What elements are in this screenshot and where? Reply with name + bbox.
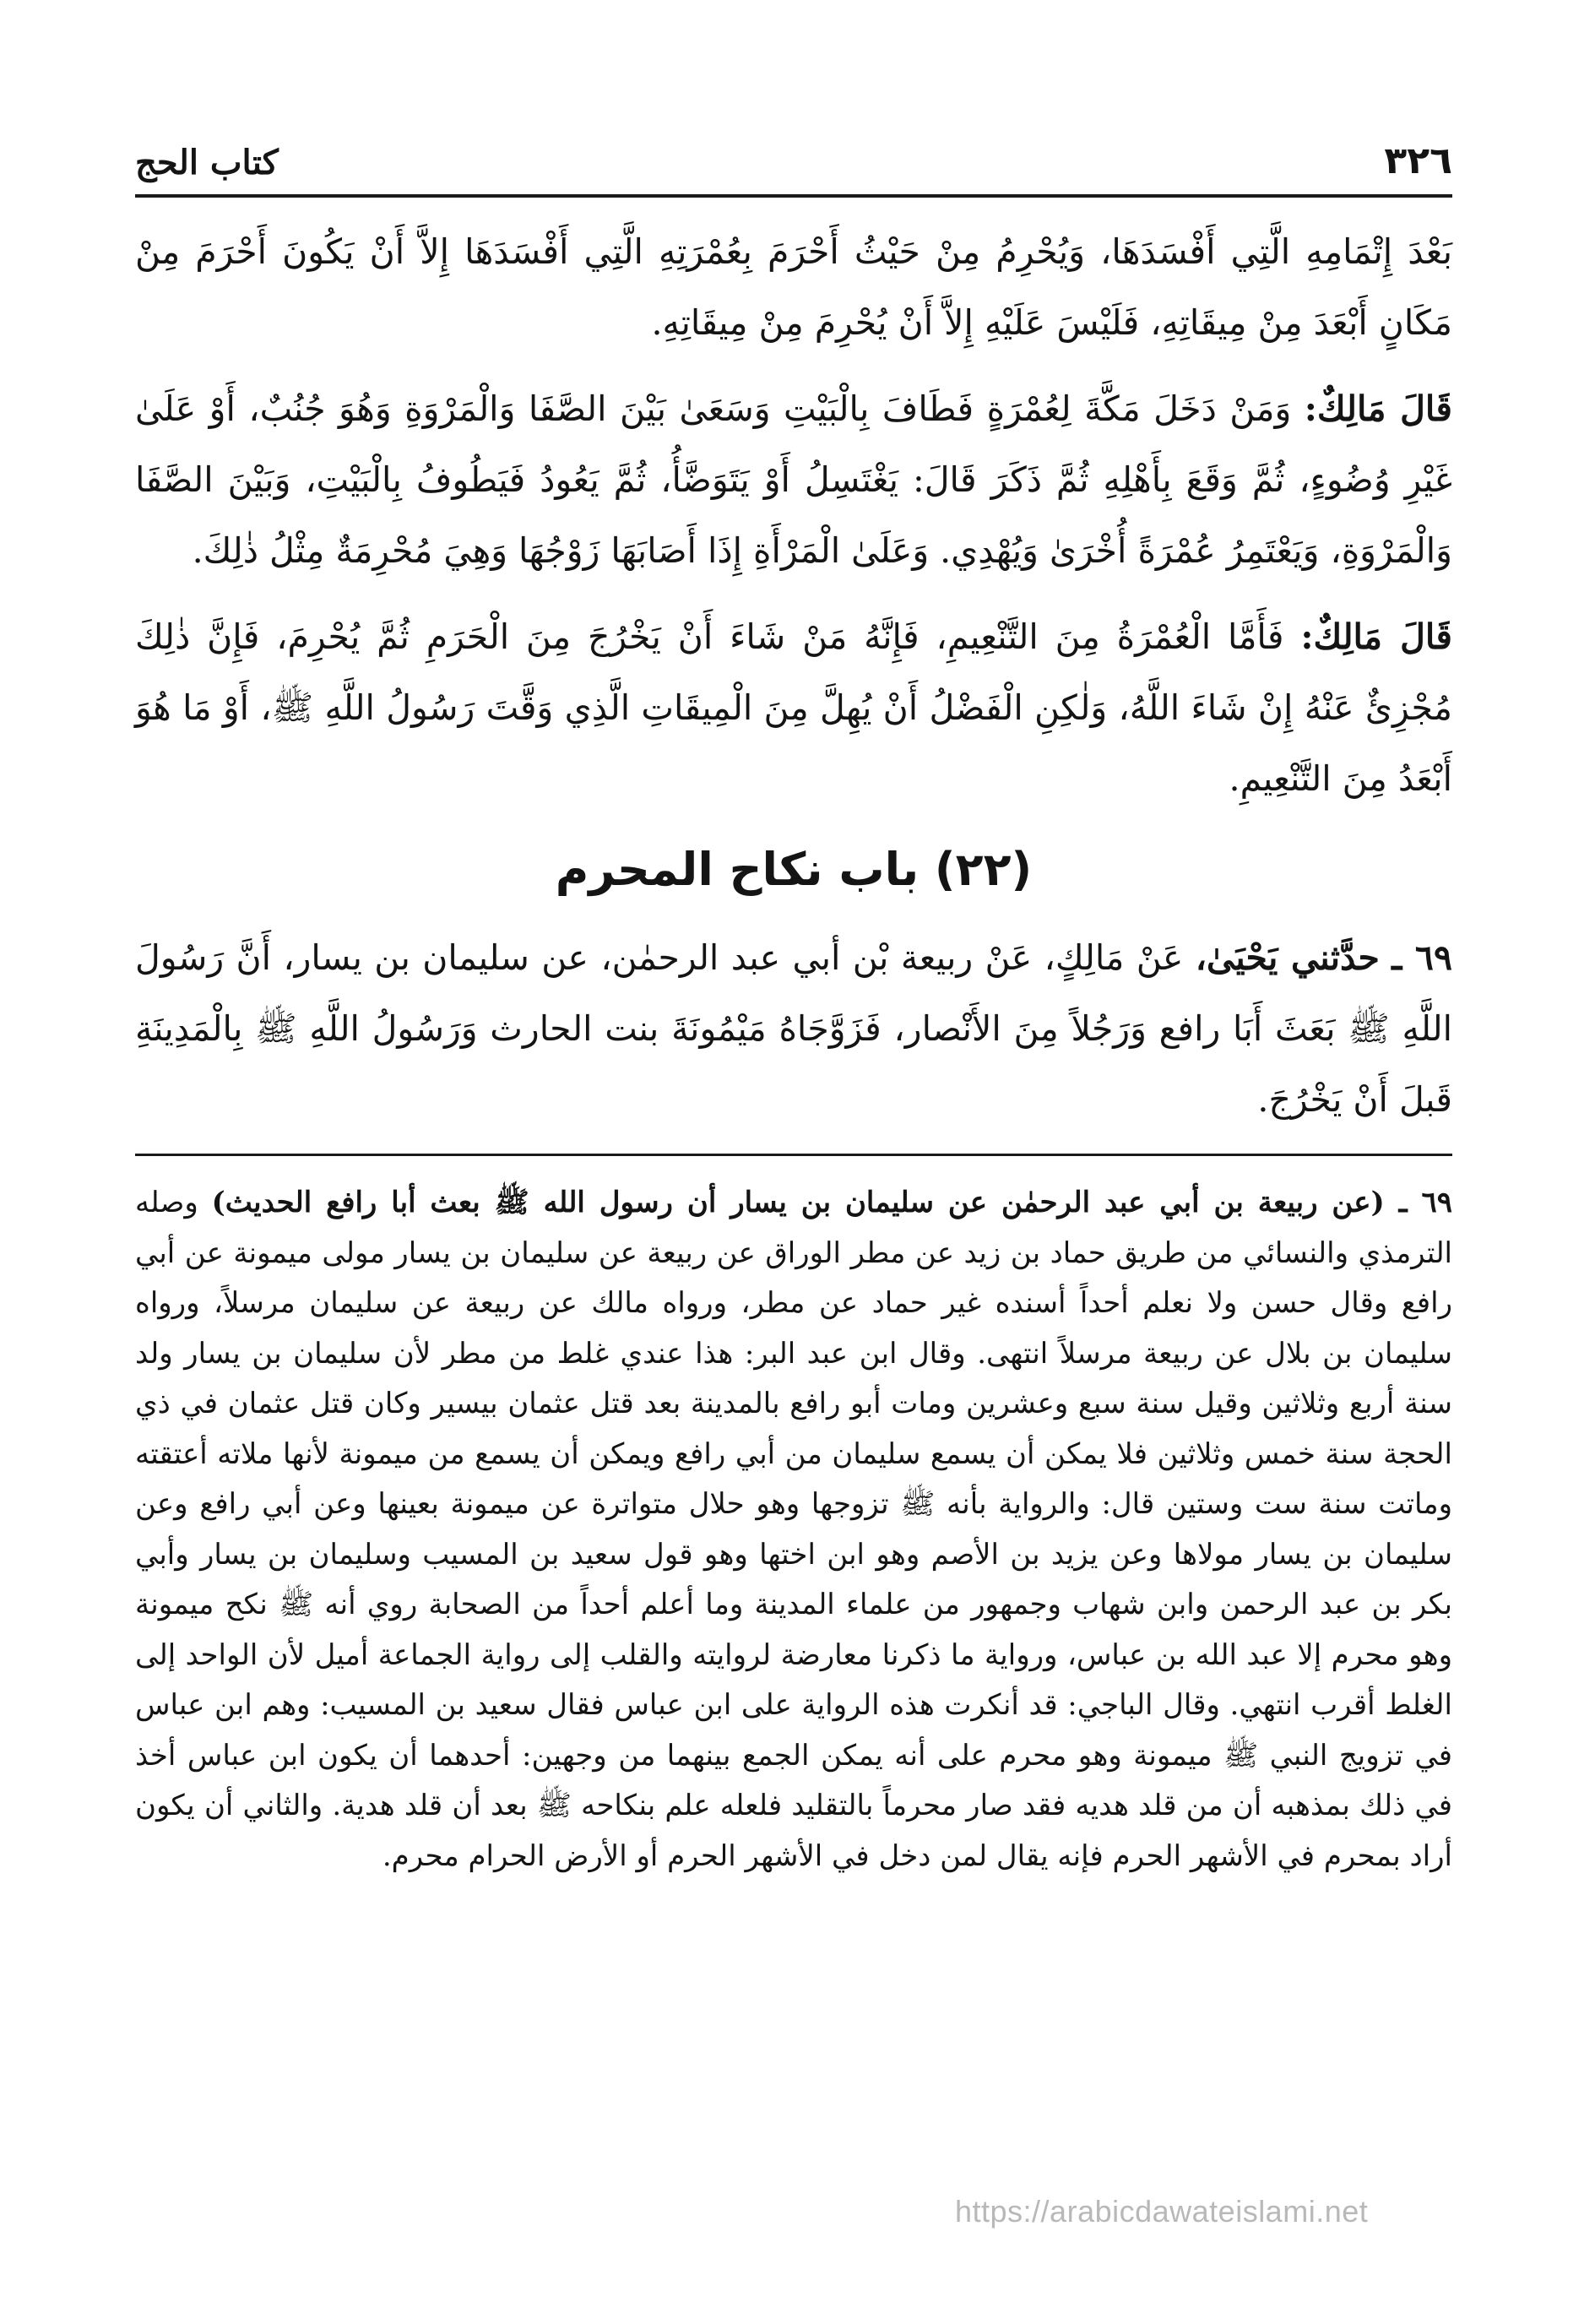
paragraph-continuation: بَعْدَ إِتْمَامِهِ الَّتِي أَفْسَدَهَا، وَيُحْرِمُ مِنْ حَيْثُ أَحْرَمَ بِعُمْرَتِهِ الَّتِي أَفْسَدَهَا إِلاَّ أَنْ يَكُونَ أَحْرَمَ مِنْ مَكَانٍ أَبْعَدَ مِنْ مِيقَاتِهِ، فَلَيْسَ عَلَيْهِ إِلاَّ أَنْ يُحْرِمَ مِنْ مِيقَاتِهِ. — [135, 231, 1452, 343]
paragraph-malik-1 — [135, 373, 1452, 586]
book-title: كتاب الحج — [135, 143, 279, 182]
footnote-rule — [135, 1154, 1452, 1156]
speaker-label: قَالَ مَالِكٌ: — [1304, 388, 1452, 429]
watermark-url: https://arabicdawateislami.net — [955, 2194, 1369, 2229]
speaker-label: قَالَ مَالِكٌ: — [1300, 616, 1452, 657]
paragraph-text: وَمَنْ دَخَلَ مَكَّةَ لِعُمْرَةٍ فَطَافَ بِالْبَيْتِ وَسَعَىٰ بَيْنَ الصَّفَا وَالْمَرْوَةِ وَهُوَ جُنُبٌ، أَوْ عَلَىٰ غَيْرِ وُضُوءٍ، ثُمَّ وَقَعَ بِأَهْلِهِ ثُمَّ ذَكَرَ قَالَ: يَغْتَسِلُ أَوْ يَتَوَضَّأُ، ثُمَّ يَعُودُ فَيَطُوفُ بِالْبَيْتِ، وَبَيْنَ الصَّفَا وَالْمَرْوَةِ، وَيَعْتَمِرُ عُمْرَةً أُخْرَىٰ وَيُهْدِي. وَعَلَىٰ الْمَرْأَةِ إِذَا أَصَابَهَا زَوْجُهَا وَهِيَ مُحْرِمَةٌ مِثْلُ ذٰلِكَ. — [135, 388, 1452, 571]
hadith-text: عَنْ مَالِكٍ، عَنْ ربيعة بْن أبي عبد الرحمٰن، عن سليمان بن يسار، أَنَّ رَسُولَ اللَّهِ ﷺ بَعَثَ أَبَا رافع وَرَجُلاً مِنَ الأَنْصار، فَزَوَّجَاهُ مَيْمُونَةَ بنت الحارث وَرَسُولُ اللَّهِ ﷺ بِالْمَدِينَةِ قَبلَ أَنْ يَخْرُجَ. — [135, 937, 1452, 1120]
hadith-lead: حدَّثني يَحْيَىٰ، — [1195, 937, 1380, 978]
hadith-paragraph — [135, 922, 1452, 1135]
header-rule — [135, 194, 1452, 198]
footnote — [135, 1178, 1452, 1881]
page-number: ٣٢٦ — [1384, 139, 1452, 182]
paragraph-text: فَأَمَّا الْعُمْرَةُ مِنَ التَّنْعِيمِ، فَإِنَّهُ مَنْ شَاءَ أَنْ يَخْرُجَ مِنَ الْحَرَمِ ثُمَّ يُحْرِمَ، فَإِنَّ ذٰلِكَ مُجْزِئٌ عَنْهُ إِنْ شَاءَ اللَّهُ، وَلٰكِنِ الْفَضْلُ أَنْ يُهِلَّ مِنَ الْمِيقَاتِ الَّذِي وَقَّتَ رَسُولُ اللَّهِ ﷺ، أَوْ مَا هُوَ أَبْعَدُ مِنَ التَّنْعِيمِ. — [135, 616, 1452, 799]
chapter-heading: (٢٢) باب نكاح المحرم — [555, 843, 1033, 896]
footnote-text: وصله الترمذي والنسائي من طريق حماد بن زيد عن مطر الوراق عن ربيعة عن سليمان بن يسار مولى ميمونة عن أبي رافع وقال حسن ولا نعلم أحداً أسنده غير حماد عن مطر، ورواه مالك عن ربيعة عن سليمان مرسلاً، ورواه سليمان بن بلال عن ربيعة مرسلاً انتهى. وقال ابن عبد البر: هذا عندي غلط من مطر لأن سليمان بن يسار ولد سنة أربع وثلاثين وقيل سنة سبع وعشرين ومات أبو رافع بالمدينة بعد قتل عثمان بيسير وكان قتل عثمان في ذي الحجة سنة خمس وثلاثين فلا يمكن أن يسمع سليمان من أبي رافع ويمكن أن يسمع من ميمونة لأنها ملاته أعتقته وماتت سنة ست وستين قال: والرواية بأنه ﷺ تزوجها وهو حلال متواترة عن ميمونة بعينها وعن أبي رافع وعن سليمان بن يسار مولاها وعن يزيد بن الأصم وهو ابن اختها وهو قول سعيد بن المسيب وسليمان بن يسار وأبي بكر بن عبد الرحمن وابن شهاب وجمهور من علماء المدينة وما أعلم أحداً من الصحابة روي أنه ﷺ نكح ميمونة وهو محرم إلا عبد الله بن عباس، ورواية ما ذكرنا معارضة لروايته والقلب إلى رواية الجماعة أميل لأن الواحد إلى الغلط أقرب انتهي. وقال الباجي: قد أنكرت هذه الرواية على ابن عباس فقال سعيد بن المسيب: وهم ابن عباس في تزويج النبي ﷺ ميمونة وهو محرم على أنه يمكن الجمع بينهما من وجهين: أحدهما أن يكون ابن عباس أخذ في ذلك بمذهبه أن من قلد هديه فقد صار محرماً بالتقليد فلعله علم بنكاحه ﷺ بعد أن قلد هدية. والثاني أن يكون أراد بمحرم في الأشهر الحرم فإنه يقال لمن دخل في الأشهر الحرم أو الأرض الحرام محرم. — [135, 1186, 1453, 1873]
book-page — [135, 127, 1452, 1881]
footnote-paragraph — [135, 1178, 1452, 1881]
hadith-number: ٦٩ ـ — [1392, 937, 1452, 978]
footnote-head: ٦٩ ـ (عن ربيعة بن أبي عبد الرحمٰن عن سليمان بن يسار أن رسول الله ﷺ بعث أبا رافع الحديث) — [211, 1186, 1452, 1219]
running-header — [135, 127, 1452, 182]
paragraph-malik-2 — [135, 601, 1452, 814]
main-text — [135, 216, 1452, 1135]
